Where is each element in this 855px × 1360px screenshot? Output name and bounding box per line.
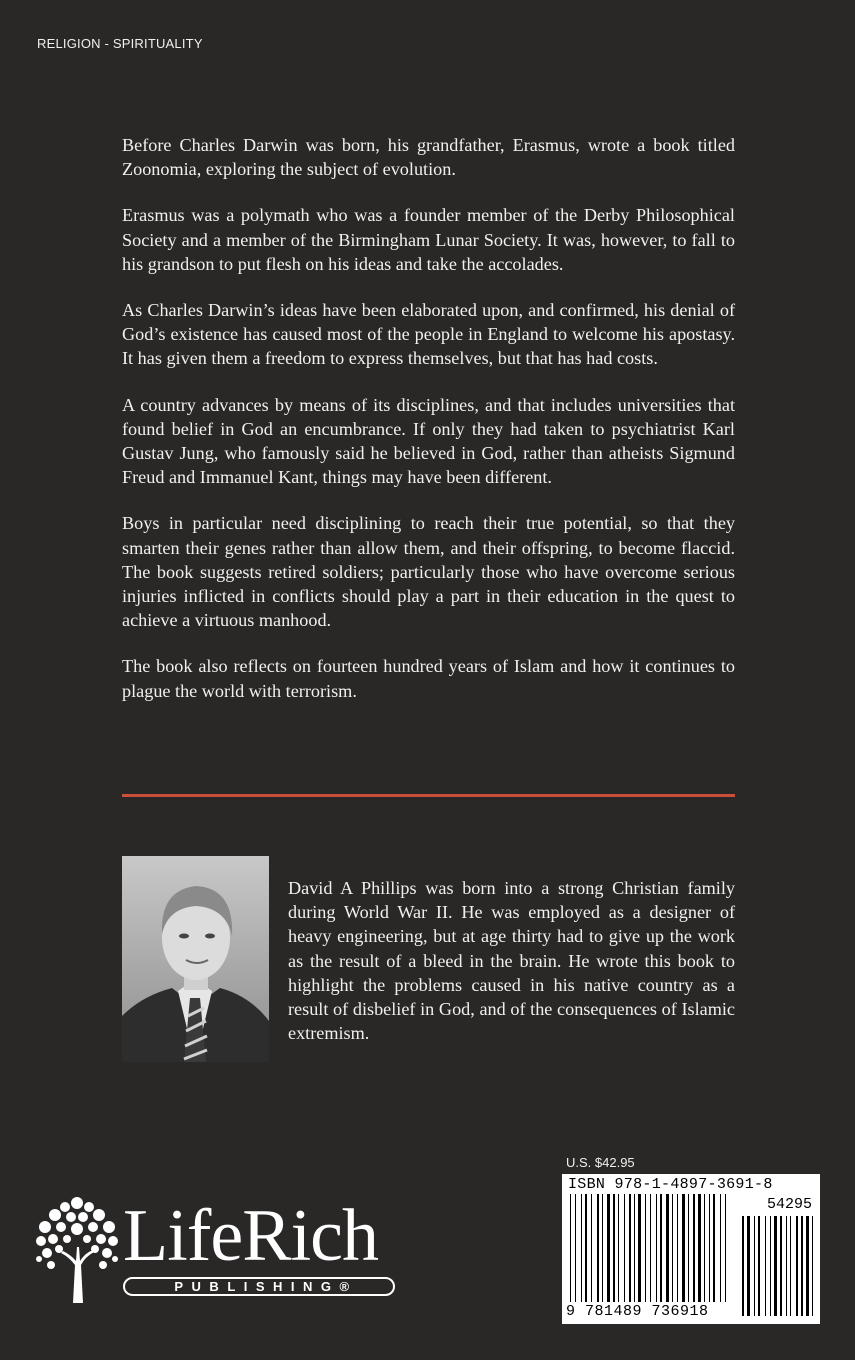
barcode-bar [638, 1194, 641, 1302]
addon-bar [742, 1216, 744, 1316]
barcode-bar [581, 1194, 582, 1302]
author-photo [122, 856, 269, 1062]
addon-bar [754, 1216, 755, 1316]
ean-digits: 9 781489 736918 [566, 1303, 709, 1320]
addon-bar [790, 1216, 791, 1316]
barcode-bar [704, 1194, 705, 1302]
isbn-barcode [562, 1174, 820, 1324]
blurb-paragraph: Before Charles Darwin was born, his grandfather, Erasmus, wrote a book titled Zoonomia, exploring the subject of evolution. [122, 135, 735, 180]
addon-bar [770, 1216, 771, 1316]
addon-bar [812, 1216, 813, 1316]
barcode-bar [629, 1194, 631, 1302]
back-cover-blurb [122, 133, 735, 725]
barcode-bar [666, 1194, 669, 1302]
barcode-bar [634, 1194, 635, 1302]
category-label: RELIGION - SPIRITUALITY [37, 36, 203, 51]
addon-bar [801, 1216, 803, 1316]
blurb-paragraph: Boys in particular need disciplining to reach their true potential, so that they smarten their genes rather than allow them, and their offspring, to become flaccid. The book suggests retired soldiers; particularly those who have overcome serious injuries inflicted in conflicts should play a part in their education in the quest to achieve a virtuous manhood. [122, 513, 735, 631]
price-label: U.S. $42.95 [566, 1155, 635, 1170]
blurb-paragraph: A country advances by means of its disciplines, and that includes universities that found belief in God an encumbrance. If only they had taken to psychiatrist Karl Gustav Jung, who famously said he believed in God, rather than atheists Sigmund Freud and Immanuel Kant, things may have been different. [122, 394, 735, 488]
barcode-bar [713, 1194, 715, 1302]
barcode-bar [720, 1194, 721, 1302]
barcode-bar [693, 1194, 695, 1302]
barcode-bar [682, 1194, 685, 1302]
barcode-bar [618, 1194, 619, 1302]
barcode-bar [607, 1194, 610, 1302]
barcode-bar [613, 1194, 615, 1302]
addon-bar [786, 1216, 787, 1316]
addon-bar [806, 1216, 809, 1316]
blurb-paragraph: The book also reflects on fourteen hundred years of Islam and how it continues to plague the world with terrorism. [122, 656, 735, 701]
barcode-bar [725, 1194, 726, 1302]
blurb-paragraph: Erasmus was a polymath who was a founder member of the Derby Philosophical Society and a member of the Birmingham Lunar Society. It was, however, to fall to his grandson to put flesh on his ideas and take the accolades. [122, 205, 735, 274]
barcode-bar [591, 1194, 592, 1302]
addon-bar [780, 1216, 782, 1316]
blurb-paragraph: As Charles Darwin’s ideas have been elaborated upon, and confirmed, his denial of God’s existence has caused most of the people in England to welcome his apostasy. It has given them a freedom to express themselves, but that has had costs. [122, 300, 735, 369]
barcode-bar [656, 1194, 657, 1302]
barcode-bar [585, 1194, 587, 1302]
barcode-addon-digits: 54295 [766, 1196, 812, 1213]
barcode-bar [677, 1194, 678, 1302]
barcode-bar [624, 1194, 625, 1302]
publisher-logo [35, 1195, 415, 1305]
barcode-bar [602, 1194, 603, 1302]
addon-bar [758, 1216, 760, 1316]
section-divider [122, 794, 735, 797]
barcode-bar [672, 1194, 673, 1302]
author-portrait-icon [122, 856, 269, 1062]
addon-bar [796, 1216, 798, 1316]
addon-bar [765, 1216, 766, 1316]
publisher-tagline: PUBLISHING® [174, 1279, 358, 1294]
barcode-bar [575, 1194, 576, 1302]
barcode-bar [597, 1194, 599, 1302]
tree-logo-icon [35, 1195, 119, 1305]
barcode-bar [650, 1194, 651, 1302]
addon-bar [774, 1216, 777, 1316]
isbn-number: ISBN 978-1-4897-3691-8 [568, 1176, 773, 1193]
barcode-bar [709, 1194, 710, 1302]
barcode-bar [570, 1194, 571, 1302]
author-bio: David A Phillips was born into a strong Christian family during World War II. He was employed as a designer of heavy engineering, but at age thirty had to give up the work as the result of a bleed in the brain. He wrote this book to highlight the problems caused in his native country as a result of disbelief in God, and of the consequences of Islamic extremism. [288, 878, 735, 1044]
barcode-bar [688, 1194, 689, 1302]
addon-bar [747, 1216, 750, 1316]
barcode-bar [660, 1194, 662, 1302]
publisher-name: LifeRich [123, 1195, 379, 1277]
barcode-bar [698, 1194, 701, 1302]
barcode-bar [645, 1194, 646, 1302]
